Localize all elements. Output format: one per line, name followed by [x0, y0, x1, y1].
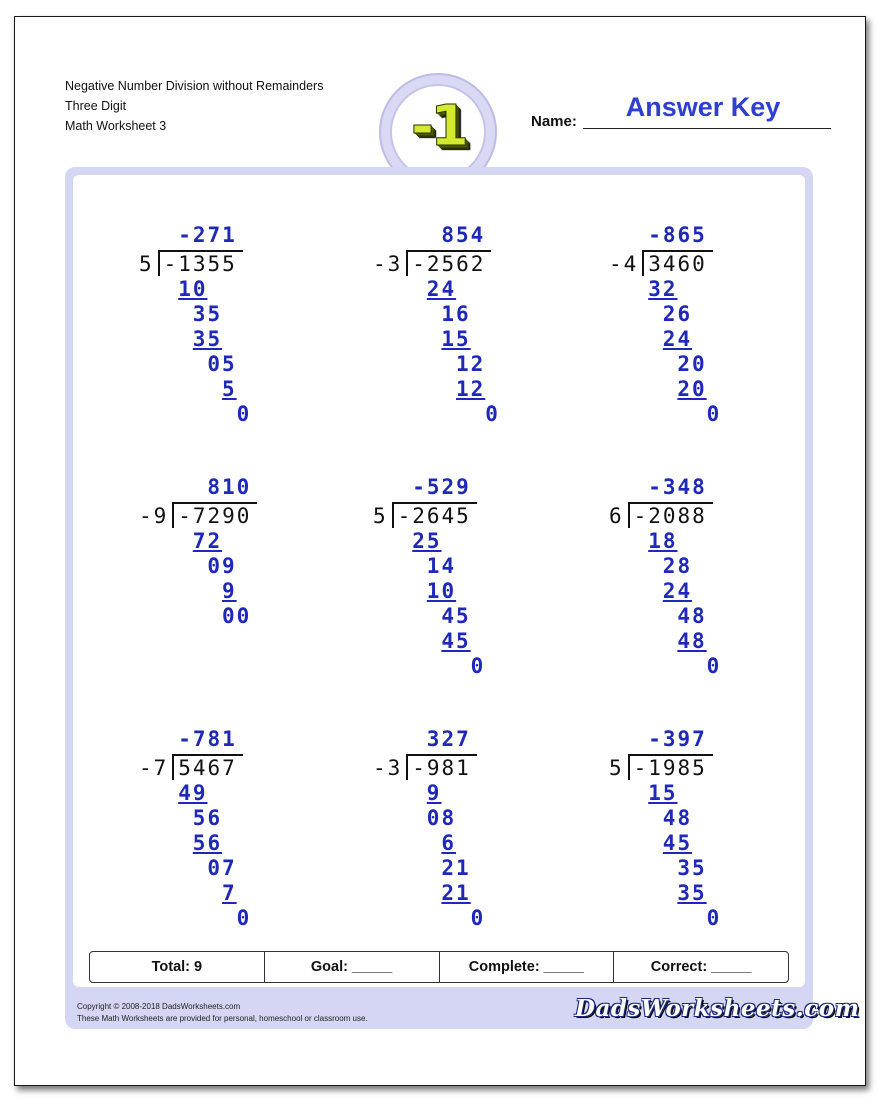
complete-cell: Complete: _____ [440, 952, 615, 982]
division-problem [139, 223, 359, 433]
remainder-line: 0 [236, 402, 252, 426]
subtraction-line: 45 [662, 831, 693, 855]
dividend: -2645 [397, 504, 471, 528]
worksheet-title: Negative Number Division without Remainders [65, 79, 324, 93]
division-bracket-side [406, 250, 408, 276]
division-problem [609, 727, 829, 937]
dadsworksheets-logo: DadsWorksheets.com [575, 995, 860, 1022]
division-problem [609, 223, 829, 433]
quotient-answer: -397 [648, 727, 707, 751]
subtraction-line: 10 [426, 579, 457, 603]
subtraction-line: 72 [192, 529, 223, 553]
remainder-line: 0 [706, 402, 722, 426]
subtraction-line: 12 [456, 377, 486, 401]
copyright [77, 1001, 368, 1025]
dividend: -2562 [412, 252, 486, 276]
dividend: -981 [412, 756, 471, 780]
subtraction-line: 15 [648, 781, 678, 805]
remainder-line: 0 [470, 654, 486, 678]
score-bar [89, 951, 789, 983]
dividend: -1355 [163, 252, 237, 276]
division-bracket-side [392, 502, 394, 528]
remainder-line: 35 [192, 302, 223, 326]
remainder-line: 0 [706, 654, 722, 678]
remainder-line: 05 [207, 352, 237, 376]
remainder-line: 08 [426, 806, 457, 830]
remainder-line: 56 [192, 806, 223, 830]
answer-key-text: Answer Key [625, 92, 781, 122]
subtraction-line: 24 [662, 579, 693, 603]
quotient-answer: 327 [426, 727, 471, 751]
remainder-line: 28 [662, 554, 693, 578]
total-cell: Total: 9 [90, 952, 265, 982]
remainder-line: 07 [207, 856, 237, 880]
divisor: 5 [139, 252, 154, 276]
division-bracket-side [406, 754, 408, 780]
subtraction-line: 10 [178, 277, 208, 301]
subtraction-line: 15 [441, 327, 471, 351]
quotient-answer: 854 [441, 223, 486, 247]
name-field-line [583, 128, 831, 129]
remainder-line: 0 [236, 906, 252, 930]
division-bracket-side [158, 250, 160, 276]
remainder-line: 21 [441, 856, 471, 880]
remainder-line: 20 [677, 352, 707, 376]
problems-panel [65, 167, 860, 1029]
copyright-line-1: Copyright © 2008-2018 DadsWorksheets.com [77, 1002, 241, 1011]
worksheet-page [14, 16, 866, 1086]
remainder-line: 48 [677, 604, 707, 628]
copyright-line-2: These Math Worksheets are provided for personal, homeschool or classroom use. [77, 1014, 368, 1023]
division-problem [139, 727, 359, 937]
dividend: 5467 [178, 756, 237, 780]
subtraction-line: 35 [192, 327, 223, 351]
subtraction-line: 24 [662, 327, 693, 351]
remainder-line: 14 [426, 554, 457, 578]
badge-label: -1 [410, 94, 466, 159]
divisor: -7 [139, 756, 169, 780]
subtraction-line: 7 [222, 881, 237, 905]
divisor: -3 [373, 756, 403, 780]
division-bracket-side [628, 754, 630, 780]
divisor: 6 [609, 504, 624, 528]
remainder-line: 0 [470, 906, 486, 930]
division-problem [373, 223, 593, 433]
subtraction-line: 24 [426, 277, 457, 301]
remainder-line: 48 [662, 806, 693, 830]
divisor: 5 [373, 504, 388, 528]
subtraction-line: 9 [426, 781, 442, 805]
remainder-line: 09 [207, 554, 237, 578]
subtraction-line: 45 [441, 629, 471, 653]
subtraction-line: 9 [222, 579, 237, 603]
subtraction-line: 25 [412, 529, 442, 553]
problems-area [73, 175, 805, 987]
worksheet-subtitle: Three Digit [65, 99, 127, 113]
division-bracket-side [628, 502, 630, 528]
remainder-line: 26 [662, 302, 693, 326]
divisor: -4 [609, 252, 639, 276]
subtraction-line: 32 [648, 277, 678, 301]
divisor: -9 [139, 504, 169, 528]
subtraction-line: 48 [677, 629, 707, 653]
remainder-line: 0 [485, 402, 500, 426]
dividend: -1985 [633, 756, 707, 780]
divisor: -3 [373, 252, 403, 276]
quotient-answer: -529 [412, 475, 471, 499]
dividend: -7290 [178, 504, 252, 528]
division-bracket-side [172, 754, 174, 780]
correct-cell: Correct: _____ [650, 959, 752, 975]
division-bracket-side [642, 250, 644, 276]
subtraction-line: 56 [192, 831, 223, 855]
remainder-line: 00 [222, 604, 252, 628]
subtraction-line: 5 [222, 377, 237, 401]
division-bracket-side [172, 502, 174, 528]
dividend: -2088 [633, 504, 707, 528]
subtraction-line: 20 [677, 377, 707, 401]
remainder-line: 12 [456, 352, 486, 376]
division-problem [609, 475, 829, 685]
subtraction-line: 18 [648, 529, 678, 553]
subtraction-line: 6 [441, 831, 457, 855]
name-label: Name: [531, 113, 577, 130]
quotient-answer: -865 [648, 223, 707, 247]
worksheet-number: Math Worksheet 3 [65, 119, 167, 133]
remainder-line: 0 [706, 906, 722, 930]
goal-cell: Goal: _____ [265, 952, 440, 982]
remainder-line: 45 [441, 604, 471, 628]
remainder-line: 35 [677, 856, 707, 880]
dividend: 3460 [648, 252, 707, 276]
division-problem [373, 727, 593, 937]
quotient-answer: -271 [178, 223, 237, 247]
remainder-line: 16 [441, 302, 471, 326]
subtraction-line: 49 [178, 781, 208, 805]
quotient-answer: -348 [648, 475, 707, 499]
division-problem [373, 475, 593, 685]
quotient-answer: -781 [178, 727, 237, 751]
divisor: 5 [609, 756, 624, 780]
subtraction-line: 21 [441, 881, 471, 905]
quotient-answer: 810 [207, 475, 252, 499]
subtraction-line: 35 [677, 881, 707, 905]
division-problem [139, 475, 359, 685]
